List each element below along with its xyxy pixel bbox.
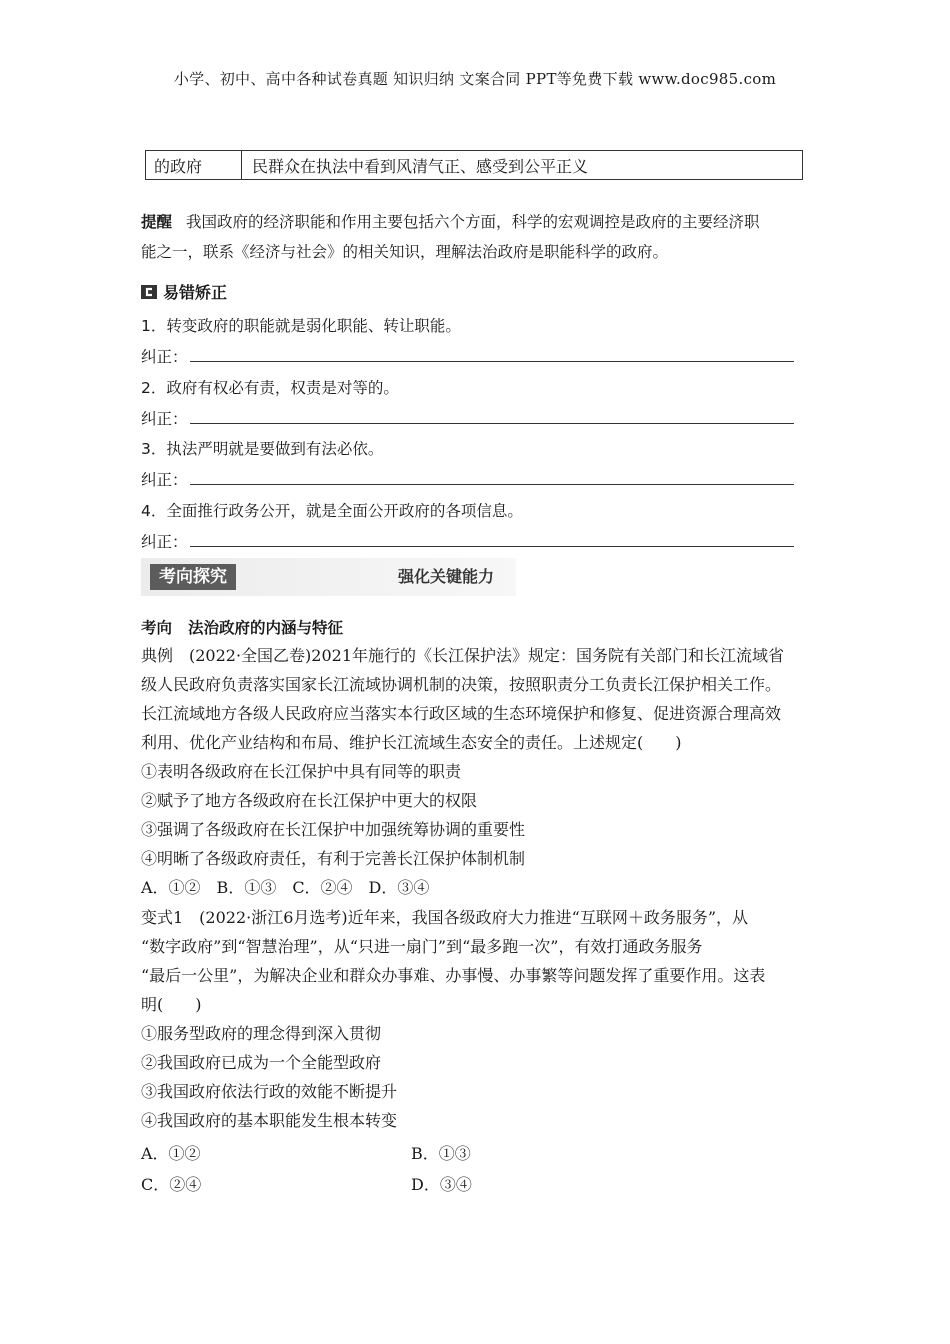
page-header: 小学、初中、高中各种试卷真题 知识归纳 文案合同 PPT等免费下载 www.doc985.com [173,70,777,88]
table-cell-subject: 的政府 [146,151,242,179]
reminder-line-2: 能之一，联系《经济与社会》的相关知识，理解法治政府是职能科学的政府。 [141,243,669,261]
answer-line-1[interactable] [190,361,794,362]
correction-icon [141,285,157,299]
variant-line-1: 变式1 (2022·浙江6月选考)近年来，我国各级政府大力推进“互联网＋政务服务”，从 [141,908,749,927]
direction-title: 法治政府的内涵与特征 [188,619,344,637]
variant-line-2: “数字政府”到“智慧治理”，从“只进一扇门”到“最多跑一次”，有效打通政务服务 [141,937,703,956]
error-item-3: 3．执法严明就是要做到有法必依。 [141,440,384,458]
variant-question [141,903,811,1135]
example-question [141,641,811,902]
variant-statement-4: ④我国政府的基本职能发生根本转变 [141,1111,398,1130]
error-fix-title: 易错矫正 [163,283,228,302]
banner-dark-label: 考向探究 [150,564,236,590]
correct-label-1: 纠正： [141,348,188,366]
variant-option-d: D．③④ [411,1175,472,1194]
example-line-4: 利用、优化产业结构和布局、维护长江流域生态安全的责任。上述规定( ) [141,733,682,752]
variant-statement-2: ②我国政府已成为一个全能型政府 [141,1053,382,1072]
error-item-2: 2．政府有权必有责，权责是对等的。 [141,379,399,397]
example-statement-4: ④明晰了各级政府责任，有利于完善长江保护体制机制 [141,849,526,868]
table-cell-description: 民群众在执法中看到风清气正、感受到公平正义 [252,157,589,176]
reminder-label: 提醒 [141,213,173,231]
correct-label-2: 纠正： [141,410,188,428]
variant-statement-1: ①服务型政府的理念得到深入贯彻 [141,1024,382,1043]
variant-option-a: A．①② [141,1144,201,1163]
variant-option-b: B．①③ [411,1144,471,1163]
correct-label-3: 纠正： [141,471,188,489]
variant-line-4: 明( ) [141,995,202,1014]
example-options: A．①② B．①③ C．②④ D．③④ [141,878,430,897]
answer-line-4[interactable] [190,546,794,547]
answer-line-2[interactable] [190,423,794,424]
direction-label: 考向 [141,619,173,637]
error-item-1: 1．转变政府的职能就是弱化职能、转让职能。 [141,317,461,335]
example-line-2: 级人民政府负责落实国家长江流域协调机制的决策，按照职责分工负责长江保护相关工作。 [141,675,782,694]
variant-statement-3: ③我国政府依法行政的效能不断提升 [141,1082,398,1101]
section-banner [141,558,516,596]
direction-heading [141,616,343,638]
error-item-4: 4．全面推行政务公开，就是全面公开政府的各项信息。 [141,502,523,520]
table-row [145,150,803,180]
variant-option-c: C．②④ [141,1175,202,1194]
answer-line-3[interactable] [190,484,794,485]
correct-label-4: 纠正： [141,533,188,551]
reminder-text-1: 我国政府的经济职能和作用主要包括六个方面，科学的宏观调控是政府的主要经济职 [186,213,760,231]
banner-light-label: 强化关键能力 [398,567,495,586]
example-statement-2: ②赋予了地方各级政府在长江保护中更大的权限 [141,791,478,810]
example-statement-1: ①表明各级政府在长江保护中具有同等的职责 [141,762,462,781]
example-line-3: 长江流域地方各级人民政府应当落实本行政区域的生态环境保护和修复、促进资源合理高效 [141,704,782,723]
example-line-1: 典例 (2022·全国乙卷)2021年施行的《长江保护法》规定：国务院有关部门和长江流域省 [141,646,785,665]
variant-line-3: “最后一公里”，为解决企业和群众办事难、办事慢、办事繁等问题发挥了重要作用。这表 [141,966,766,985]
example-statement-3: ③强调了各级政府在长江保护中加强统筹协调的重要性 [141,820,526,839]
error-fix-heading [141,280,227,303]
reminder-line-1 [141,210,760,232]
